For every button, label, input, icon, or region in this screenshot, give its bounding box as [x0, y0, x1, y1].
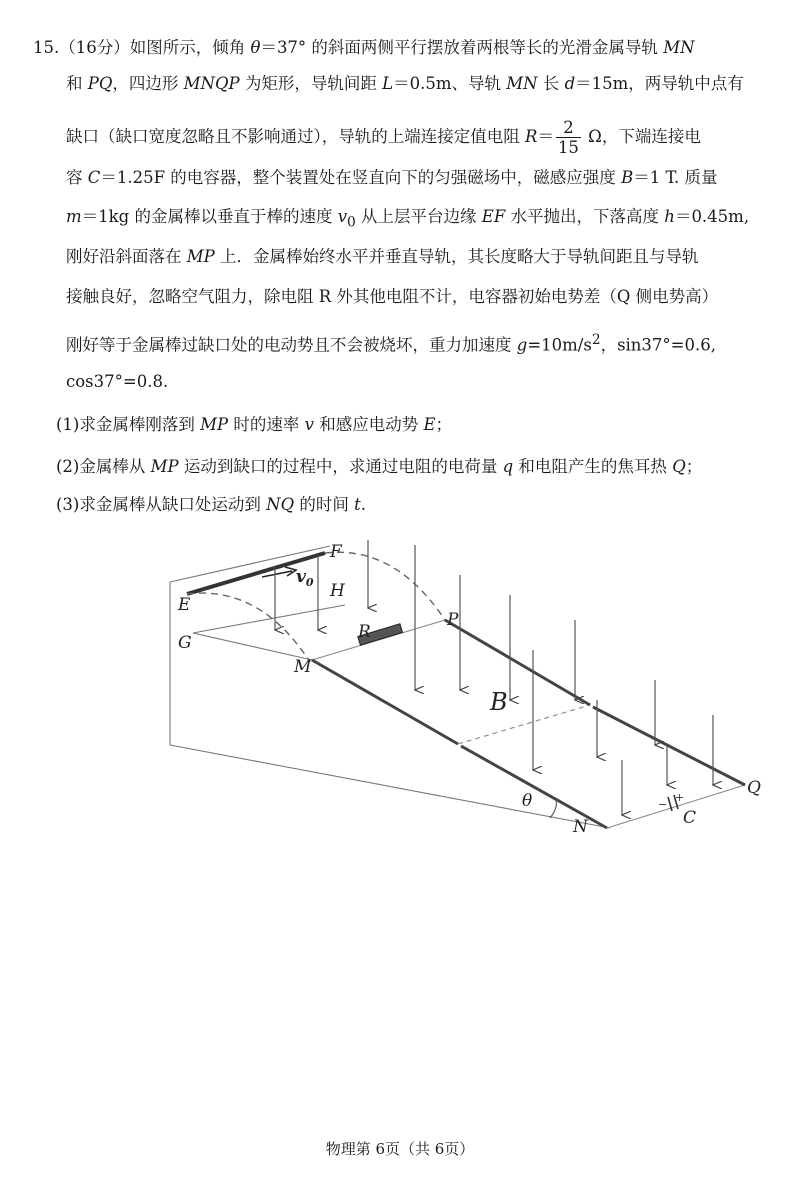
label-m: M — [294, 657, 312, 677]
rail-pq — [445, 620, 590, 705]
trajectory-left — [187, 593, 310, 662]
label-plus: + — [675, 791, 685, 804]
problem-line-2: 和 PQ，四边形 MNQP 为矩形，导轨间距 L＝0.5m、导轨 MN 长 d＝15m，两导轨中点有 — [66, 74, 744, 93]
label-v0: $v_0$ — [296, 567, 314, 589]
rail-pq-lower — [593, 707, 745, 785]
label-h: H — [330, 581, 345, 601]
question-3: (3)求金属棒从缺口处运动到 NQ 的时间 t. — [56, 495, 366, 514]
rail-mn — [312, 660, 458, 744]
problem-line-5: m＝1kg 的金属棒以垂直于棒的速度 $v_0$ 从上层平台边缘 EF 水平抛出，下落高度 h＝0.45m, — [66, 207, 750, 231]
label-n: N — [573, 817, 588, 837]
resistance-fraction: $\frac{2}{15}$ — [557, 118, 579, 157]
label-b: B — [490, 688, 508, 716]
rail-mn-lower — [461, 746, 607, 828]
label-e: E — [178, 595, 191, 615]
question-1: (1)求金属棒刚落到 MP 时的速率 v 和感应电动势 E； — [56, 415, 452, 434]
label-g: G — [178, 633, 192, 653]
problem-line-9: cos37°=0.8. — [66, 372, 169, 391]
label-f: F — [330, 542, 342, 562]
problem-line-8: 刚好等于金属棒过缺口处的电动势且不会被烧坏，重力加速度 $g=10m/s^2$，sin37°=0.6, — [66, 332, 716, 355]
problem-line-6: 刚好沿斜面落在 MP 上．金属棒始终水平并垂直导轨，其长度略大于导轨间距且与导轨 — [66, 247, 699, 266]
label-theta: θ — [522, 791, 533, 811]
problem-line-1: 15.（16分）如图所示，倾角 θ＝37° 的斜面两侧平行摆放着两根等长的光滑金属导轨 MN — [33, 38, 695, 57]
problem-line-3: 缺口（缺口宽度忽略且不影响通过），导轨的上端连接定值电阻 R＝ $\frac{2}{15}$ Ω，下端连接电 — [66, 118, 701, 157]
angle-arc — [550, 800, 556, 818]
platform-block — [170, 546, 610, 828]
label-r: R — [358, 622, 371, 642]
question-2: (2)金属棒从 MP 运动到缺口的过程中，求通过电阻的电荷量 q 和电阻产生的焦耳热 Q； — [56, 457, 703, 476]
label-q: Q — [747, 778, 761, 798]
problem-line-7: 接触良好，忽略空气阻力，除电阻 R 外其他电阻不计，电容器初始电势差（Q 侧电势高） — [66, 287, 719, 306]
label-p: P — [447, 610, 459, 630]
page-footer: 物理第 6页（共 6页） — [325, 1140, 475, 1158]
label-minus: − — [658, 798, 668, 811]
problem-line-4: 容 C＝1.25F 的电容器，整个装置处在竖直向下的匀强磁场中，磁感应强度 B＝1 T. 质量 — [66, 168, 718, 187]
label-c: C — [683, 808, 697, 828]
incline-rail-figure — [150, 530, 770, 850]
